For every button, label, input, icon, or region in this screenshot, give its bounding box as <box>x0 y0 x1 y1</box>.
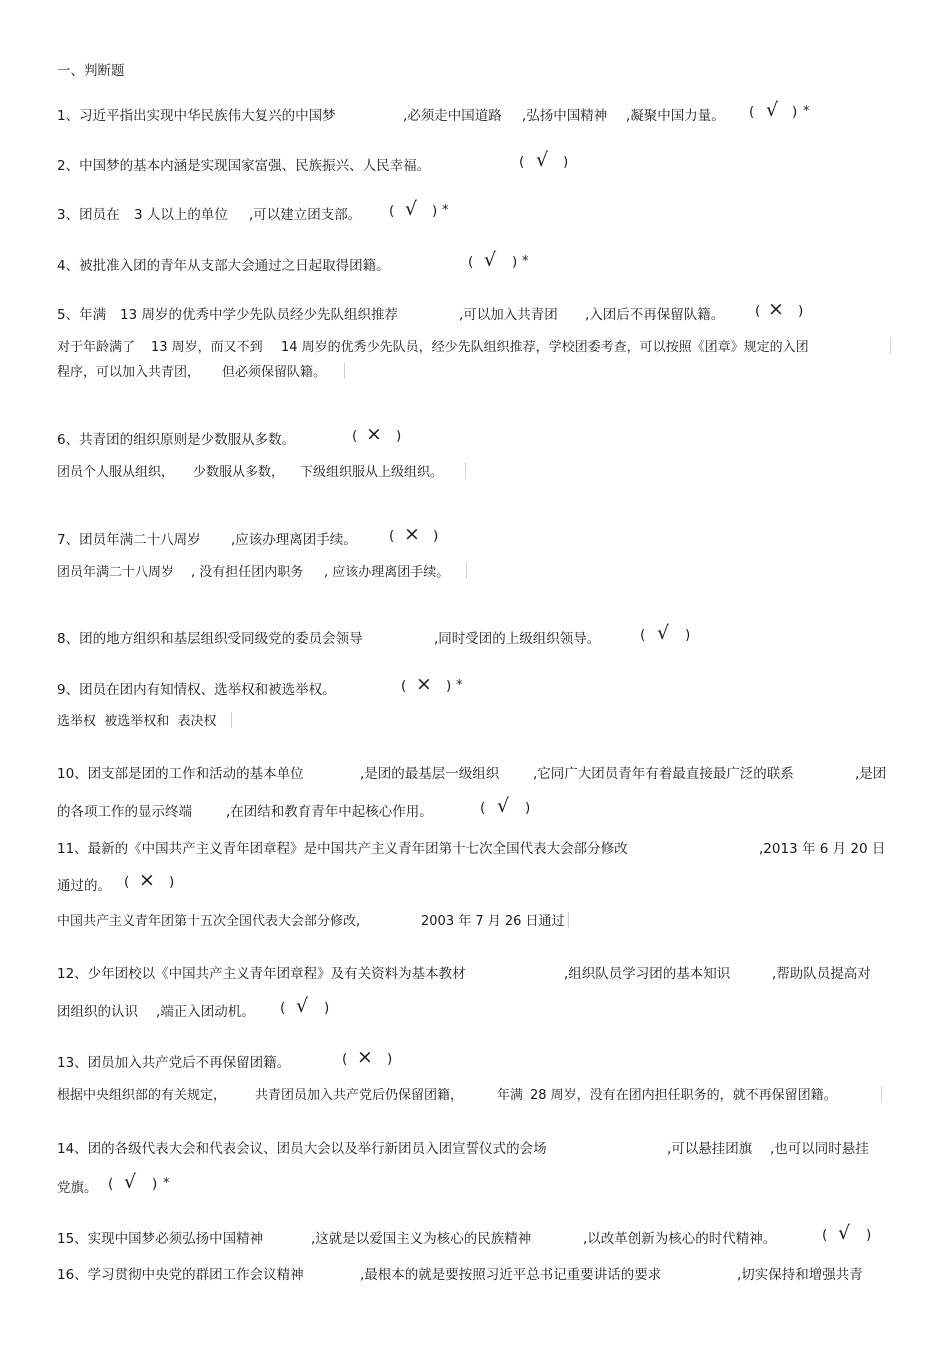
note-text: 共青团员加入共产党后仍保留团籍， <box>255 1088 464 1103</box>
answer-bracket-open: ( <box>468 254 474 270</box>
question-text: 1、习近平指出实现中华民族伟大复兴的中国梦 <box>57 108 336 124</box>
answer-mark: × <box>404 523 420 545</box>
question-text: 6、共青团的组织原则是少数服从多数。 <box>57 432 296 448</box>
note-text: 13 周岁，而又不到 <box>151 340 263 355</box>
answer-bracket-open: ( <box>519 154 525 170</box>
question-text: 15、实现中国梦必须弘扬中国精神 <box>57 1231 264 1247</box>
question-text: ,入团后不再保留队籍。 <box>585 307 725 323</box>
answer-bracket-close: ) <box>792 104 798 120</box>
question-text: 10、团支部是团的工作和活动的基本单位 <box>57 766 304 782</box>
question-text: ,应该办理离团手续。 <box>231 532 357 548</box>
question-text: ,是团的最基层一级组织 <box>360 766 500 782</box>
question-text: 3、团员在 <box>57 207 120 223</box>
note-text: 选举权 被选举权和 表决权 <box>57 714 217 729</box>
question-text: 4、被批准入团的青年从支部大会通过之日起取得团籍。 <box>57 258 390 274</box>
answer-bracket-open: ( <box>342 1051 348 1067</box>
question-text: ,必须走中国道路 <box>403 108 502 124</box>
note-border <box>466 563 467 579</box>
answer-bracket-open: ( <box>749 104 755 120</box>
answer-bracket-close: ) <box>169 874 175 890</box>
question-text: ,弘扬中国精神 <box>522 108 608 124</box>
answer-mark: √ <box>497 795 510 817</box>
answer-bracket-open: ( <box>280 1000 286 1016</box>
note-border <box>890 338 891 354</box>
answer-bracket-open: ( <box>640 627 646 643</box>
question-text: 11、最新的《中国共产主义青年团章程》是中国共产主义青年团第十七次全国代表大会部分修改 <box>57 841 628 857</box>
answer-bracket-open: ( <box>755 303 761 319</box>
question-text: ,凝聚中国力量。 <box>626 108 725 124</box>
question-text: ,2013 年 6 月 20 日 <box>759 841 886 857</box>
note-border <box>465 463 466 479</box>
note-text: 14 周岁的优秀少先队员，经少先队组织推荐，学校团委考查，可以按照《团章》规定的入团 <box>281 340 809 355</box>
note-text: 28 周岁，没有在团内担任职务的，就不再保留团籍。 <box>530 1088 837 1103</box>
question-text: ,最根本的就是要按照习近平总书记重要讲话的要求 <box>360 1267 662 1283</box>
answer-bracket-open: ( <box>401 678 407 694</box>
answer-bracket-close: ) <box>396 428 402 444</box>
question-text: ,也可以同时悬挂 <box>770 1141 869 1157</box>
answer-bracket-close: ) <box>446 678 452 694</box>
note-border <box>568 912 569 928</box>
question-text: 12、少年团校以《中国共产主义青年团章程》及有关资料为基本教材 <box>57 966 466 982</box>
question-text: ,可以悬挂团旗 <box>667 1141 753 1157</box>
note-border <box>881 1086 882 1102</box>
answer-bracket-close: ) <box>432 203 438 219</box>
answer-bracket-open: ( <box>352 428 358 444</box>
answer-mark: √ <box>405 198 418 220</box>
answer-bracket-close: ) <box>324 1000 330 1016</box>
answer-mark: √ <box>296 995 309 1017</box>
note-border <box>344 363 345 379</box>
answer-bracket-close: ) <box>866 1227 872 1243</box>
answer-mark: √ <box>657 622 670 644</box>
answer-mark: √ <box>484 249 497 271</box>
note-text: 团员个人服从组织， <box>57 465 175 480</box>
question-text: ,可以加入共青团 <box>459 307 558 323</box>
question-text: ,端正入团动机。 <box>156 1004 255 1020</box>
note-text: 对于年龄满了 <box>57 340 136 355</box>
note-text: 团员年满二十八周岁 <box>57 565 175 580</box>
question-text: ,它同广大团员青年有着最直接最广泛的联系 <box>533 766 794 782</box>
question-text: ,以改革创新为核心的时代精神。 <box>583 1231 777 1247</box>
answer-bracket-close: ) <box>512 254 518 270</box>
answer-mark: √ <box>536 149 549 171</box>
question-text: ,是团 <box>855 766 887 782</box>
section-title: 一、判断题 <box>57 63 125 79</box>
question-text: ,同时受团的上级组织领导。 <box>434 631 601 647</box>
answer-bracket-close: ) <box>525 800 531 816</box>
question-text: 13、团员加入共产党后不再保留团籍。 <box>57 1055 291 1071</box>
note-text: 少数服从多数， <box>193 465 285 480</box>
answer-bracket-close: ) <box>433 528 439 544</box>
answer-bracket-close: ) <box>387 1051 393 1067</box>
question-text: 通过的。 <box>57 878 111 894</box>
answer-mark: √ <box>838 1222 851 1244</box>
question-text: 的各项工作的显示终端 <box>57 804 192 820</box>
star-marker: * <box>442 203 449 218</box>
question-text: ,可以建立团支部。 <box>249 207 362 223</box>
note-border <box>231 712 232 728</box>
question-text: ,组织队员学习团的基本知识 <box>564 966 731 982</box>
note-text: , 没有担任团内职务 <box>191 565 304 580</box>
question-text: ,帮助队员提高对 <box>772 966 871 982</box>
note-text: 程序，可以加入共青团， <box>57 365 201 380</box>
answer-bracket-open: ( <box>108 1176 114 1192</box>
star-marker: * <box>803 104 810 119</box>
note-text: 2003 年 7 月 26 日通过 <box>421 914 565 929</box>
question-text: 党旗。 <box>57 1180 98 1196</box>
note-text: 年满 <box>497 1088 524 1103</box>
note-text: 下级组织服从上级组织。 <box>300 465 444 480</box>
answer-bracket-open: ( <box>822 1227 828 1243</box>
answer-mark: × <box>366 423 382 445</box>
answer-mark: × <box>357 1046 373 1068</box>
star-marker: * <box>456 678 463 693</box>
question-text: 14、团的各级代表大会和代表会议、团员大会以及举行新团员入团宣誓仪式的会场 <box>57 1141 547 1157</box>
answer-mark: × <box>139 869 155 891</box>
note-text: 但必须保留队籍。 <box>222 365 327 380</box>
answer-mark: × <box>416 673 432 695</box>
question-text: ,这就是以爱国主义为核心的民族精神 <box>311 1231 532 1247</box>
question-text: 5、年满 <box>57 307 107 323</box>
question-text: 3 人以上的单位 <box>134 207 228 223</box>
question-text: 9、团员在团内有知情权、选举权和被选举权。 <box>57 682 336 698</box>
question-text: 2、中国梦的基本内涵是实现国家富强、民族振兴、人民幸福。 <box>57 158 431 174</box>
note-text: , 应该办理离团手续。 <box>324 565 450 580</box>
question-text: 13 周岁的优秀中学少先队员经少先队组织推荐 <box>120 307 398 323</box>
star-marker: * <box>163 1176 170 1191</box>
question-text: ,在团结和教育青年中起核心作用。 <box>226 804 433 820</box>
answer-mark: × <box>768 298 784 320</box>
question-text: ,切实保持和增强共青 <box>737 1267 863 1283</box>
answer-bracket-close: ) <box>563 154 569 170</box>
answer-mark: √ <box>766 99 779 121</box>
question-text: 8、团的地方组织和基层组织受同级党的委员会领导 <box>57 631 363 647</box>
answer-bracket-open: ( <box>124 874 130 890</box>
question-text: 7、团员年满二十八周岁 <box>57 532 201 548</box>
answer-bracket-close: ) <box>152 1176 158 1192</box>
answer-bracket-open: ( <box>389 528 395 544</box>
answer-bracket-open: ( <box>389 203 395 219</box>
answer-bracket-open: ( <box>480 800 486 816</box>
answer-bracket-close: ) <box>798 303 804 319</box>
note-text: 根据中央组织部的有关规定， <box>57 1088 227 1103</box>
question-text: 团组织的认识 <box>57 1004 138 1020</box>
answer-bracket-close: ) <box>685 627 691 643</box>
note-text: 中国共产主义青年团第十五次全国代表大会部分修改, <box>57 914 361 929</box>
question-text: 16、学习贯彻中央党的群团工作会议精神 <box>57 1267 304 1283</box>
star-marker: * <box>522 254 529 269</box>
answer-mark: √ <box>124 1171 137 1193</box>
